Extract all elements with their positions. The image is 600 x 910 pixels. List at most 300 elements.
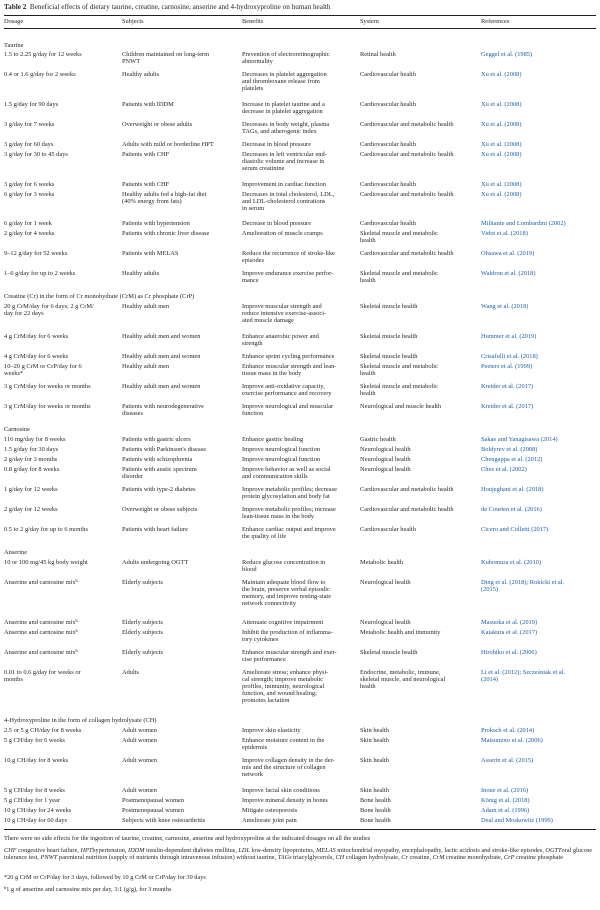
cell-line: Ameliorate stress; enhance physi- bbox=[242, 669, 329, 676]
cell-line: Enhance anaerobic power and bbox=[242, 333, 319, 340]
cell-line: Ding et al. (2018); Rokicki et al. bbox=[481, 579, 565, 586]
abbreviation-definition: creatine phosphate bbox=[514, 854, 564, 862]
cell-line: Skeletal muscle and metabolic bbox=[360, 383, 438, 390]
abbreviation-definition: collagen hydrolysate, bbox=[344, 854, 402, 862]
cell-line: Improve endurance exercise perfor- bbox=[242, 270, 334, 277]
cell-line: and LDL-cholesterol contrations bbox=[242, 198, 326, 206]
cell-line: Decreases in total cholesterol, LDL, bbox=[242, 191, 335, 198]
footnote-mark: b bbox=[75, 628, 78, 633]
cell-references bbox=[481, 559, 541, 566]
abbreviation-definition: oral glucose tolerance test, bbox=[4, 847, 593, 862]
footnote-no-side-effects: There were no side effects for the ingestion of taurine, creatine, carnosine, anserine and hydroxyproline at the indicated dosages on all the studies bbox=[4, 835, 371, 842]
cell-line: Waldron et al. (2018) bbox=[481, 270, 536, 277]
cell-line: 20 g CrM/day for 6 days; 2 g CrM/ bbox=[4, 303, 94, 310]
cell-line: platelets bbox=[242, 85, 264, 93]
cell-line: Enhance muscular strength and exer- bbox=[242, 649, 337, 656]
cell-line: Inoue et al. (2016) bbox=[481, 787, 529, 794]
cell-subjects bbox=[122, 787, 157, 794]
cell-benefits bbox=[242, 51, 330, 65]
cell-dosage bbox=[4, 669, 81, 683]
cell-dosage bbox=[4, 727, 81, 734]
cell-benefits bbox=[242, 486, 337, 500]
cell-line: 2 g/day for 12 weeks bbox=[4, 506, 58, 513]
cell-subjects bbox=[122, 737, 157, 744]
cell-line: 6 g/day for 1 week bbox=[4, 220, 52, 227]
cell-line: Elderly subjects bbox=[122, 579, 163, 586]
cell-dosage bbox=[4, 579, 78, 586]
cell-benefits bbox=[242, 191, 334, 212]
cell-line: Adult women bbox=[122, 757, 157, 764]
cell-system bbox=[360, 220, 416, 227]
cell-line: Elderly subjects bbox=[122, 619, 163, 626]
cell-line: Adults undergoing OGTT bbox=[122, 559, 189, 566]
cell-references bbox=[481, 436, 558, 443]
cell-line: Improve behavior as well as social bbox=[242, 466, 331, 473]
cell-line: Skeletal muscle and metabolic bbox=[360, 270, 438, 277]
cell-benefits bbox=[242, 270, 333, 284]
cell-line: Cardiovascular health bbox=[360, 181, 416, 188]
cell-line: Reduce the recurrence of stroke-like bbox=[242, 250, 335, 257]
cell-dosage bbox=[4, 181, 54, 188]
cell-line: Improve neurological and muscular bbox=[242, 403, 334, 410]
cell-subjects bbox=[122, 51, 209, 65]
cell-subjects bbox=[122, 669, 139, 676]
cell-line: Hummer et al. (2019) bbox=[481, 333, 537, 340]
cell-line: Vidot et al. (2018) bbox=[481, 230, 528, 237]
cell-system bbox=[360, 579, 411, 586]
cell-line: Healthy adults bbox=[122, 71, 160, 78]
cell-line: 0.01 to 0.6 g/day for weeks or bbox=[4, 669, 81, 676]
abbreviation-term: OGTT bbox=[545, 847, 562, 854]
cell-line: Elderly subjects bbox=[122, 629, 163, 636]
cell-line: Anserine and carnosine mix bbox=[4, 619, 76, 626]
bottom-rule bbox=[4, 829, 596, 830]
cell-line: Elderly subjects bbox=[122, 649, 163, 656]
header-benefits: Benefits bbox=[242, 18, 264, 25]
footnote-b-text: 1 g of anserine and carnosine mix per day, 3:1 (g/g), for 3 months bbox=[6, 886, 172, 893]
cell-benefits bbox=[242, 807, 297, 814]
cell-subjects bbox=[122, 807, 184, 814]
cell-system bbox=[360, 181, 416, 188]
cell-line: mance bbox=[242, 277, 259, 285]
cell-dosage bbox=[4, 353, 68, 360]
cell-benefits bbox=[242, 757, 335, 778]
cell-line: Adult women bbox=[122, 737, 157, 744]
cell-dosage bbox=[4, 737, 65, 744]
footnote-mark: b bbox=[75, 578, 78, 583]
cell-subjects bbox=[122, 466, 197, 480]
cell-line: 5 g CH/day for 6 weeks bbox=[4, 737, 65, 744]
cell-line: Cardiovascular health bbox=[360, 101, 416, 108]
cell-line: Cardiovascular health bbox=[360, 71, 416, 78]
cell-line: the brain, preserve verbal episodic bbox=[242, 586, 330, 594]
abbreviation-definition: triacylglycerols, bbox=[291, 854, 336, 862]
abbreviation-term: HPT bbox=[80, 847, 93, 854]
cell-line: skeletal muscle, and neurological bbox=[360, 676, 446, 684]
table-label: Table 2 bbox=[4, 3, 27, 11]
cell-line: 10 or 100 mg/45 kg body weight bbox=[4, 559, 88, 566]
cell-line: 2 g/day for 4 weeks bbox=[4, 230, 55, 237]
cell-line: cal strength; improve metabolic bbox=[242, 676, 324, 684]
cell-line: Houjeghani et al. (2018) bbox=[481, 486, 544, 493]
cell-line: Chez et al. (2002) bbox=[481, 466, 527, 473]
cell-line: Overweight or obese adults bbox=[122, 121, 193, 128]
cell-line: Patients with austic spectrum bbox=[122, 466, 197, 473]
cell-line: Xu et al. (2008) bbox=[481, 181, 522, 188]
cell-system bbox=[360, 737, 389, 744]
cell-line: Children maintained on long-term bbox=[122, 51, 210, 58]
cell-line: and thromboxane release from bbox=[242, 78, 320, 86]
cell-line: Cardiovascular and metabolic health bbox=[360, 151, 454, 158]
cell-line: episodes bbox=[242, 257, 265, 265]
cell-line: PNWT bbox=[122, 58, 141, 66]
cell-subjects bbox=[122, 629, 163, 636]
cell-subjects bbox=[122, 817, 205, 824]
table-title: Beneficial effects of dietary taurine, creatine, carnosine, anserine and 4-hydroxyproline on human health bbox=[29, 3, 331, 11]
cell-line: exercise performance and recovery bbox=[242, 390, 332, 398]
cell-line: Xu et al. (2008) bbox=[481, 121, 522, 128]
cell-line: 6 g/day for 3 weeks bbox=[4, 191, 55, 198]
cell-references bbox=[481, 669, 565, 683]
cell-line: Amelioration of muscle cramps bbox=[242, 230, 323, 237]
cell-line: epidermis bbox=[242, 744, 268, 752]
cell-system bbox=[360, 250, 454, 257]
cell-line: Skin health bbox=[360, 757, 389, 764]
cell-line: Prevention of electroretinographic bbox=[242, 51, 330, 58]
cell-line: 1 g/day for 12 weeks bbox=[4, 486, 58, 493]
cell-system bbox=[360, 506, 454, 513]
cell-line: Kubomura et al. (2010) bbox=[481, 559, 541, 566]
cell-benefits bbox=[242, 506, 336, 520]
cell-dosage bbox=[4, 436, 66, 443]
cell-benefits bbox=[242, 220, 311, 227]
cell-subjects bbox=[122, 191, 206, 205]
cell-line: function bbox=[242, 410, 264, 418]
cell-benefits bbox=[242, 787, 320, 794]
cell-line: 10–20 g CrM or CrP/day for 6 bbox=[4, 363, 82, 370]
cell-subjects bbox=[122, 151, 169, 158]
cell-line: Xu et al. (2008) bbox=[481, 191, 522, 198]
cell-line: Attenuate cognitive impairment bbox=[242, 619, 324, 626]
abbreviation-term: Cr bbox=[401, 854, 408, 862]
footnote-b-mark: b bbox=[4, 885, 7, 890]
table-caption bbox=[4, 3, 596, 12]
cell-line: Militante and Lombardini (2002) bbox=[481, 220, 566, 227]
section-title: Taurine bbox=[4, 42, 24, 49]
cell-references bbox=[481, 787, 528, 794]
cell-line: (40% energy from fats) bbox=[122, 198, 182, 206]
header-rule bbox=[4, 28, 596, 29]
cell-subjects bbox=[122, 71, 159, 78]
cell-line: 10 g CH/day for 60 days bbox=[4, 817, 68, 824]
cell-system bbox=[360, 629, 440, 636]
abbreviation-term: CH bbox=[335, 854, 345, 862]
cell-line: Neurological health bbox=[360, 466, 411, 473]
cell-benefits bbox=[242, 151, 327, 172]
cell-line: and communication skills bbox=[242, 473, 308, 481]
cell-subjects bbox=[122, 436, 191, 443]
cell-line: 9–12 g/day for 52 weeks bbox=[4, 250, 68, 257]
cell-line: Xu et al. (2008) bbox=[481, 141, 522, 148]
cell-benefits bbox=[242, 817, 297, 824]
cell-line: Katakura et al. (2017) bbox=[481, 629, 538, 636]
footnote-mark: b bbox=[75, 618, 78, 623]
cell-line: Healthy adults fed a high-fat diet bbox=[122, 191, 207, 198]
cell-line: Enhance sprint cycling performance bbox=[242, 353, 335, 360]
cell-line: in serum bbox=[242, 205, 265, 213]
cell-line: Xu et al. (2008) bbox=[481, 151, 522, 158]
cell-references bbox=[481, 649, 537, 656]
cell-line: decrease in platelet aggregation bbox=[242, 108, 323, 116]
cell-line: 3 g/day for 30 to 45 days bbox=[4, 151, 68, 158]
cell-benefits bbox=[242, 669, 328, 704]
footnote-mark: b bbox=[75, 648, 78, 653]
cell-line: reduce intensive exercise-associ- bbox=[242, 310, 327, 318]
cell-benefits bbox=[242, 121, 329, 135]
cell-line: Geggel et al. (1985) bbox=[481, 51, 533, 58]
cell-line: Decreases in left ventricular end- bbox=[242, 151, 327, 158]
cell-line: Subjects with knee osteoarthritis bbox=[122, 817, 206, 824]
cell-line: de Courten et al. (2016) bbox=[481, 506, 542, 513]
cell-dosage bbox=[4, 121, 54, 128]
cell-line: tissue mass in the body bbox=[242, 370, 302, 378]
cell-line: Masuoka et al. (2019) bbox=[481, 619, 538, 626]
cell-subjects bbox=[122, 383, 200, 390]
cell-line: Endocrine, metabolic, immune, bbox=[360, 669, 441, 676]
cell-references bbox=[481, 353, 538, 360]
cell-system bbox=[360, 669, 445, 690]
cell-references bbox=[481, 579, 564, 593]
section-title: Anserine bbox=[4, 549, 28, 556]
cell-subjects bbox=[122, 506, 197, 513]
cell-line: Crisafulli et al. (2018) bbox=[481, 353, 538, 360]
cell-line: Enhance moisture content in the bbox=[242, 737, 325, 744]
cell-line: 3 g/day for 6 weeks bbox=[4, 181, 55, 188]
cell-subjects bbox=[122, 270, 159, 277]
cell-line: Patients with CHF bbox=[122, 181, 170, 188]
abbreviation-term: MELAS bbox=[316, 847, 336, 854]
cell-line: Skeletal muscle and metabolic bbox=[360, 363, 438, 370]
cell-line: Neurological and muscle health bbox=[360, 403, 442, 410]
cell-references bbox=[481, 619, 537, 626]
cell-dosage bbox=[4, 797, 60, 804]
cell-line: Anserine and carnosine mix bbox=[4, 579, 76, 586]
cell-references bbox=[481, 807, 529, 814]
cell-system bbox=[360, 526, 416, 533]
cell-line: Improve neurological function bbox=[242, 446, 321, 453]
cell-line: serum creatinine bbox=[242, 165, 285, 173]
cell-line: ated muscle damage bbox=[242, 317, 294, 325]
cell-line: Peeters et al. (1999) bbox=[481, 363, 533, 370]
cell-line: Cardiovascular and metabolic health bbox=[360, 250, 454, 257]
cell-line: Improvement in cardiac function bbox=[242, 181, 326, 188]
cell-line: tory cytokines bbox=[242, 636, 279, 644]
cell-line: health bbox=[360, 237, 376, 245]
cell-line: Patients with hypertension bbox=[122, 220, 190, 227]
cell-line: function, and wound healing; bbox=[242, 690, 317, 698]
cell-references bbox=[481, 466, 527, 473]
cell-benefits bbox=[242, 466, 331, 480]
cell-dosage bbox=[4, 817, 67, 824]
cell-line: Improve facial skin conditions bbox=[242, 787, 320, 794]
cell-line: Ameliorate joint pain bbox=[242, 817, 297, 824]
cell-line: Sakae and Yanagisawa (2014) bbox=[481, 436, 558, 443]
cell-line: Ohsawa et al. (2019) bbox=[481, 250, 535, 257]
cell-references bbox=[481, 506, 542, 513]
cell-line: Postmenopausal women bbox=[122, 797, 184, 804]
cell-line: 1.5 to 2.25 g/day for 12 weeks bbox=[4, 51, 82, 58]
cell-system bbox=[360, 71, 416, 78]
cell-dosage bbox=[4, 250, 67, 257]
cell-line: Skin health bbox=[360, 737, 389, 744]
section-title: Carnosine bbox=[4, 426, 30, 433]
cell-benefits bbox=[242, 456, 320, 463]
cell-benefits bbox=[242, 526, 336, 540]
cell-line: Li et al. (2012); Szcześniak et al. bbox=[481, 669, 566, 676]
cell-references bbox=[481, 383, 533, 390]
cell-line: Patients with CHF bbox=[122, 151, 170, 158]
cell-dosage bbox=[4, 559, 88, 566]
cell-line: Mitigate osteoporosis bbox=[242, 807, 298, 814]
cell-benefits bbox=[242, 559, 325, 573]
cell-subjects bbox=[122, 353, 200, 360]
cell-references bbox=[481, 101, 521, 108]
cell-line: Neurological health bbox=[360, 619, 411, 626]
cell-line: Improve metabolic profiles; increase bbox=[242, 506, 336, 513]
cell-line: 5 g CH/day for 8 weeks bbox=[4, 787, 65, 794]
cell-line: (2015) bbox=[481, 586, 499, 594]
cell-system bbox=[360, 230, 438, 244]
cell-references bbox=[481, 456, 542, 463]
cell-dosage bbox=[4, 141, 53, 148]
cell-system bbox=[360, 456, 411, 463]
cell-line: Patients with schizophrenia bbox=[122, 456, 193, 463]
cell-line: Adults with mild or borderline HPT bbox=[122, 141, 214, 148]
abbreviation-definition: low-density lipoproteins, bbox=[249, 847, 317, 854]
cell-subjects bbox=[122, 181, 169, 188]
cell-line: Patients with gastric ulcers bbox=[122, 436, 191, 443]
cell-line: health bbox=[360, 390, 376, 398]
cell-line: Healthy adult men and women bbox=[122, 383, 201, 390]
cell-dosage bbox=[4, 403, 91, 410]
cell-dosage bbox=[4, 807, 71, 814]
cell-benefits bbox=[242, 737, 324, 751]
cell-line: Improve skin elasticity bbox=[242, 727, 301, 734]
cell-subjects bbox=[122, 456, 192, 463]
cell-line: mis and the structure of collagen bbox=[242, 764, 326, 772]
cell-dosage bbox=[4, 101, 58, 108]
cell-subjects bbox=[122, 403, 204, 417]
cell-line: Decreases in body weight, plasma bbox=[242, 121, 330, 128]
cell-line: Asserin et al. (2015) bbox=[481, 757, 534, 764]
cell-line: Chengappa et al. (2012) bbox=[481, 456, 543, 463]
cell-dosage bbox=[4, 629, 78, 636]
cell-benefits bbox=[242, 383, 332, 397]
abbreviation-term: PNWT bbox=[40, 854, 58, 862]
cell-system bbox=[360, 191, 454, 198]
cell-line: Cardiovascular and metabolic health bbox=[360, 121, 454, 128]
cell-line: 0.5 to 2 g/day for up to 6 months bbox=[4, 526, 88, 533]
cell-line: promotes lactation bbox=[242, 697, 290, 705]
cell-system bbox=[360, 466, 411, 473]
cell-benefits bbox=[242, 403, 333, 417]
cell-references bbox=[481, 51, 532, 58]
footnote-star: *20 g CrM or CrP/day for 3 days, followed by 10 g CrM or CrP/day for 39 days bbox=[4, 874, 206, 881]
cell-system bbox=[360, 121, 454, 128]
cell-subjects bbox=[122, 559, 188, 566]
cell-line: Decreases in platelet aggregation bbox=[242, 71, 327, 78]
cell-benefits bbox=[242, 230, 323, 237]
cell-references bbox=[481, 121, 521, 128]
cell-subjects bbox=[122, 526, 188, 533]
cell-line: Adult women bbox=[122, 727, 157, 734]
cell-subjects bbox=[122, 333, 200, 340]
cell-system bbox=[360, 727, 389, 734]
cell-subjects bbox=[122, 649, 163, 656]
cell-dosage bbox=[4, 51, 82, 58]
cell-line: Improve mineral density in bones bbox=[242, 797, 328, 804]
cell-line: Cicero and Colletti (2017) bbox=[481, 526, 549, 533]
abbreviation-definition: creatine monohydrate, bbox=[444, 854, 504, 862]
cell-line: Skin health bbox=[360, 727, 389, 734]
cell-subjects bbox=[122, 141, 214, 148]
cell-dosage bbox=[4, 71, 76, 78]
cell-line: Bone health bbox=[360, 817, 391, 824]
cell-system bbox=[360, 270, 438, 284]
section-title: 4-Hydroxyproline in the form of collagen hydrolysate (CH) bbox=[4, 717, 157, 724]
abbreviation-term: LDL bbox=[238, 847, 250, 854]
cell-dosage bbox=[4, 220, 52, 227]
cell-system bbox=[360, 303, 418, 310]
cell-line: Patients with heart failure bbox=[122, 526, 188, 533]
cell-subjects bbox=[122, 579, 163, 586]
cell-line: Improve anti-oxidative capacity, bbox=[242, 383, 325, 390]
cell-line: Boldyrev et al. (2008) bbox=[481, 446, 538, 453]
cell-references bbox=[481, 141, 521, 148]
cell-benefits bbox=[242, 101, 325, 115]
cell-line: months bbox=[4, 676, 23, 684]
cell-line: Matsumoto et al. (2006) bbox=[481, 737, 543, 744]
cell-line: Neurological health bbox=[360, 579, 411, 586]
cell-system bbox=[360, 363, 438, 377]
cell-system bbox=[360, 51, 396, 58]
cell-line: Cardiovascular health bbox=[360, 141, 416, 148]
cell-line: diseases bbox=[122, 410, 143, 418]
cell-references bbox=[481, 629, 537, 636]
cell-line: protein glycosylation and body fat bbox=[242, 493, 330, 501]
cell-line: 3 g/day for 7 weeks bbox=[4, 121, 55, 128]
cell-benefits bbox=[242, 250, 335, 264]
footnote-abbreviations bbox=[4, 847, 596, 861]
cell-dosage bbox=[4, 270, 75, 277]
cell-dosage bbox=[4, 466, 59, 473]
cell-references bbox=[481, 191, 521, 198]
cell-system bbox=[360, 807, 391, 814]
cell-benefits bbox=[242, 619, 323, 626]
cell-line: health bbox=[360, 370, 376, 378]
header-dosage: Dosage bbox=[4, 18, 24, 25]
cell-line: Decrease in blood pressure bbox=[242, 220, 312, 227]
cell-line: 3 g CrM/day for weeks or months bbox=[4, 383, 91, 390]
cell-line: 0.4 or 1.6 g/day for 2 weeks bbox=[4, 71, 76, 78]
cell-dosage bbox=[4, 456, 57, 463]
cell-line: Decrease in blood pressure bbox=[242, 141, 312, 148]
cell-line: Skeletal muscle health bbox=[360, 353, 418, 360]
cell-system bbox=[360, 486, 454, 493]
cell-line: Proksch et al. (2014) bbox=[481, 727, 535, 734]
cell-line: Skin health bbox=[360, 787, 389, 794]
cell-system bbox=[360, 333, 418, 340]
